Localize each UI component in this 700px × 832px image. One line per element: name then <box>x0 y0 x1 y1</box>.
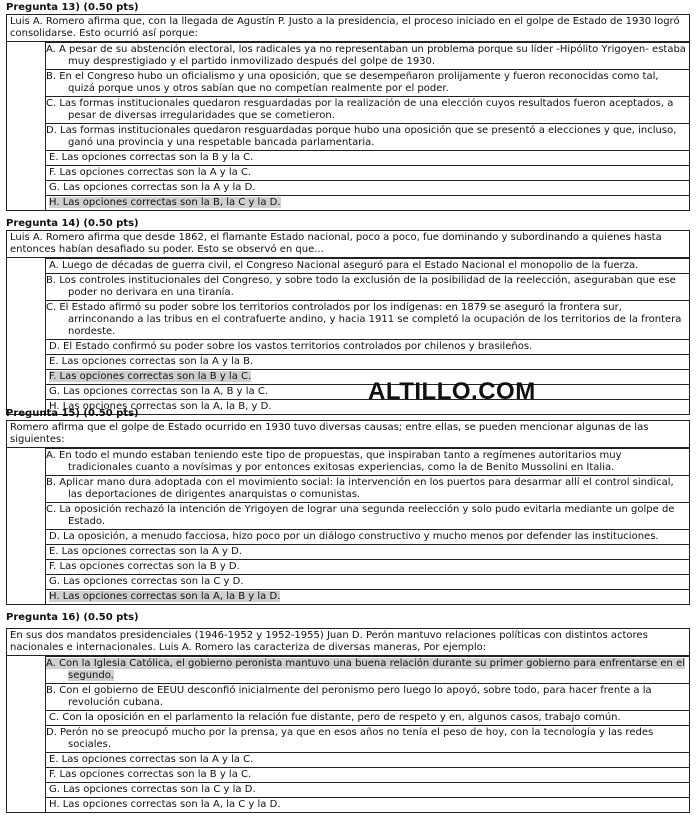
option-b[interactable]: B. Aplicar mano dura adoptada con el movimiento social: la intervención en los puertos para desarmar allí el control sindical, las deportaciones de dirigentes anarquistas o comunistas. <box>45 475 689 502</box>
option-c[interactable]: C. Las formas institucionales quedaron resguardadas por la realización de una elección cuyos resultados fueron aceptados, a pesar de diversas irregularidades que se cometieron. <box>45 96 689 123</box>
question-13 <box>6 2 690 211</box>
question-box <box>6 628 690 813</box>
option-c[interactable]: C. Con la oposición en el parlamento la relación fue distante, pero de respeto y en, algunos casos, trabajo común. <box>45 710 689 725</box>
option-b[interactable]: B. Con el gobierno de EEUU desconfió inicialmente del peronismo pero luego lo apoyó, sobre todo, para hacer frente a la revolución cubana. <box>45 683 689 710</box>
option-a[interactable]: A. A pesar de su abstención electoral, los radicales ya no representaban un problema porque su líder -Hipólito Yrigoyen- estaba muy desprestigiado y el partido inmovilizado después del golpe de 1930. <box>45 42 689 69</box>
question-stem: Romero afirma que el golpe de Estado ocurrido en 1930 tuvo diversas causas; entre ellas, se pueden mencionar algunas de las siguientes: <box>7 421 689 448</box>
question-box <box>6 14 690 211</box>
option-g[interactable]: G. Las opciones correctas son la C y la D. <box>45 782 689 797</box>
option-e[interactable]: E. Las opciones correctas son la A y D. <box>45 544 689 559</box>
option-f[interactable] <box>45 369 689 384</box>
option-e[interactable]: E. Las opciones correctas son la A y la C. <box>45 752 689 767</box>
option-a[interactable]: A. En todo el mundo estaban teniendo este tipo de propuestas, que inspiraban tanto a regímenes autoritarios muy tradicionales cuanto a novísimas y por entonces exitosas experiencias, como la de Benito Mussolini en Italia. <box>45 448 689 475</box>
option-h[interactable] <box>45 195 689 210</box>
option-c[interactable]: C. La oposición rechazó la intención de Yrigoyen de lograr una segunda reelección y solo pudo evitarla mediante un golpe de Estado. <box>45 502 689 529</box>
option-e[interactable]: E. Las opciones correctas son la B y la C. <box>45 150 689 165</box>
option-a[interactable]: A. Luego de décadas de guerra civil, el Congreso Nacional aseguró para el Estado Nacional el monopolio de la fuerza. <box>45 258 689 273</box>
highlighted-answer: A. Con la Iglesia Católica, el gobierno peronista mantuvo una buena relación durante su primer gobierno para enfrentarse en el segundo. <box>46 658 685 681</box>
option-h[interactable]: H. Las opciones correctas son la A, la C y la D. <box>45 797 689 812</box>
option-b[interactable]: B. Los controles institucionales del Congreso, y sobre todo la exclusión de la posibilidad de la reelección, aseguraban que ese poder no derivara en una tiranía. <box>45 273 689 300</box>
highlighted-answer: H. Las opciones correctas son la B, la C y la D. <box>49 197 281 208</box>
option-d[interactable]: D. La oposición, a menudo facciosa, hizo poco por un diálogo constructivo y mucho menos por defender las instituciones. <box>45 529 689 544</box>
option-c[interactable]: C. El Estado afirmó su poder sobre los territorios controlados por los indígenas: en 1879 se aseguró la frontera sur, arrinconando a las tribus en el contrafuerte andino, y hacia 1911 se completó la ocupación de los territorios de la frontera nordeste. <box>45 300 689 339</box>
option-g[interactable]: G. Las opciones correctas son la A y la D. <box>45 180 689 195</box>
highlighted-answer: F. Las opciones correctas son la B y la C. <box>49 371 252 382</box>
question-header: Pregunta 15) (0.50 pts) <box>6 408 139 419</box>
option-d[interactable]: D. Perón no se preocupó mucho por la prensa, ya que en esos años no tenía el peso de hoy, con la tecnología y las redes sociales. <box>45 725 689 752</box>
option-a[interactable] <box>45 656 689 683</box>
question-stem: Luis A. Romero afirma que desde 1862, el flamante Estado nacional, poco a poco, fue dominando y subordinando a quienes hasta entonces habían desafiado su poder. Esto se observó en que... <box>7 231 689 258</box>
question-header: Pregunta 13) (0.50 pts) <box>6 2 139 13</box>
question-box <box>6 230 690 415</box>
question-15 <box>6 408 690 605</box>
option-d[interactable]: D. El Estado confirmó su poder sobre los vastos territorios controlados por chilenos y brasileños. <box>45 339 689 354</box>
option-b[interactable]: B. En el Congreso hubo un oficialismo y una oposición, que se desempeñaron prolijamente y fueron reconocidas como tal, quizá porque unos y otros sabían que no competían realmente por el poder. <box>45 69 689 96</box>
question-stem: En sus dos mandatos presidenciales (1946-1952 y 1952-1955) Juan D. Perón mantuvo relaciones políticas con distintos actores nacionales e internacionales. Luis A. Romero las caracteriza de diversas maneras, Por ejemplo: <box>7 628 689 656</box>
question-14 <box>6 218 690 415</box>
option-h[interactable] <box>45 589 689 604</box>
question-16 <box>6 612 690 813</box>
option-g[interactable]: G. Las opciones correctas son la A, B y la C. <box>45 384 689 399</box>
question-header: Pregunta 14) (0.50 pts) <box>6 218 139 229</box>
highlighted-answer: H. Las opciones correctas son la A, la B y la D. <box>49 591 281 602</box>
question-header: Pregunta 16) (0.50 pts) <box>6 612 139 623</box>
option-f[interactable]: F. Las opciones correctas son la A y la C. <box>45 165 689 180</box>
option-f[interactable]: F. Las opciones correctas son la B y D. <box>45 559 689 574</box>
question-stem: Luis A. Romero afirma que, con la llegada de Agustín P. Justo a la presidencia, el proceso iniciado en el golpe de Estado de 1930 logró consolidarse. Esto ocurrió así porque: <box>7 15 689 42</box>
option-h[interactable]: H. Las opciones correctas son la A, la B, y D. <box>45 399 689 414</box>
option-e[interactable]: E. Las opciones correctas son la A y la B. <box>45 354 689 369</box>
option-g[interactable]: G. Las opciones correctas son la C y D. <box>45 574 689 589</box>
question-box <box>6 420 690 605</box>
option-d[interactable]: D. Las formas institucionales quedaron resguardadas porque hubo una oposición que se presentó a elecciones y que, incluso, ganó una provincia y una respetable bancada parlamentaria. <box>45 123 689 150</box>
option-f[interactable]: F. Las opciones correctas son la B y la C. <box>45 767 689 782</box>
watermark: ALTILLO.COM <box>368 378 536 405</box>
